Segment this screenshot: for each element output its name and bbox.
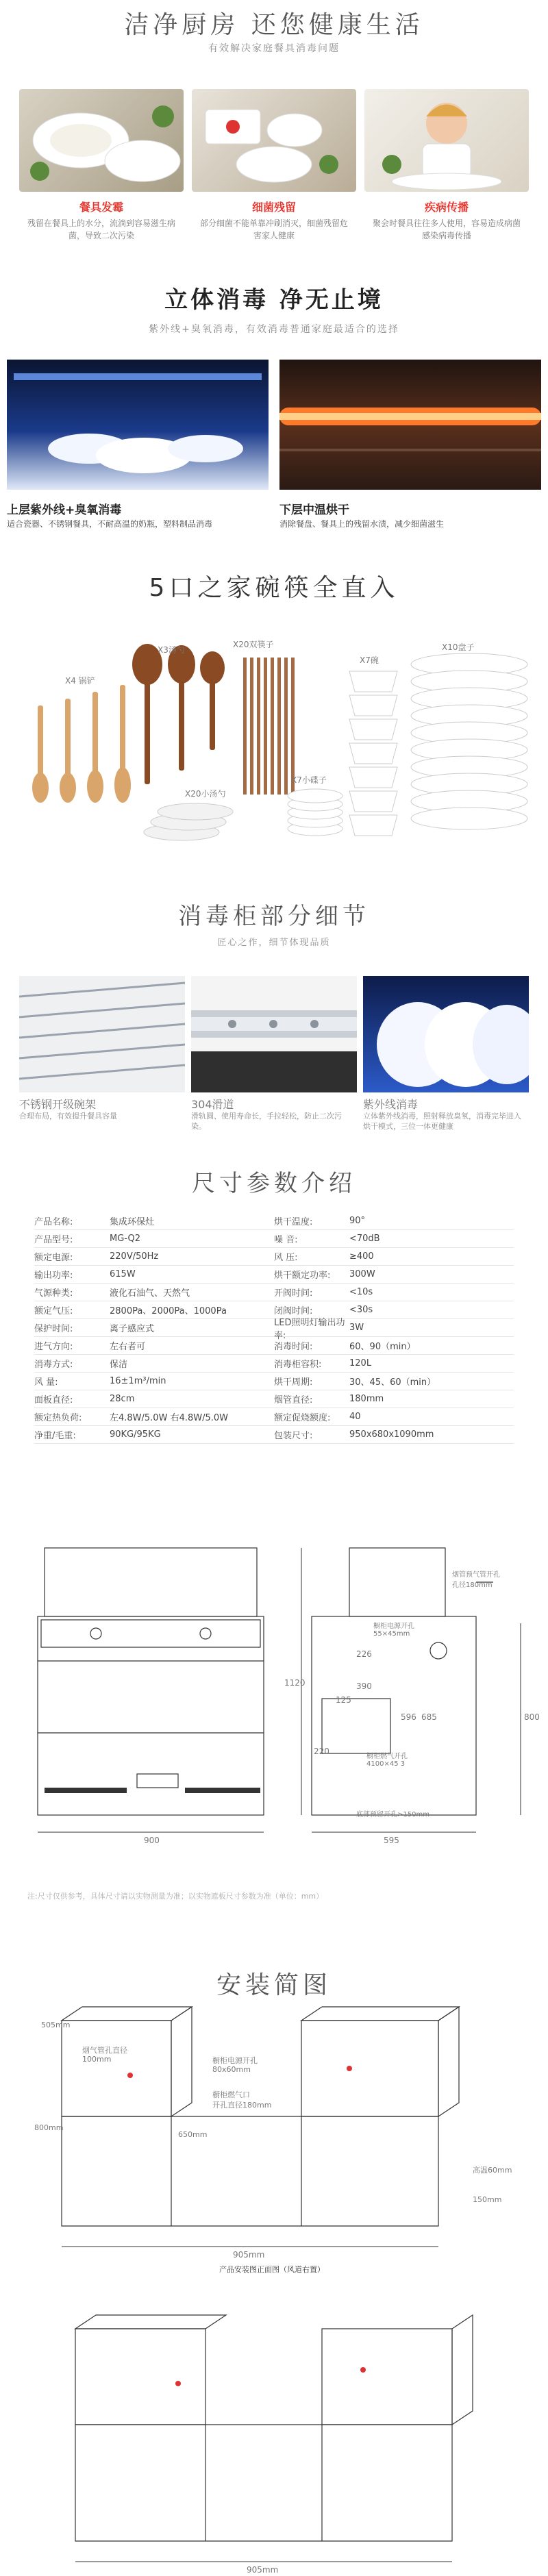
label-power: 橱柜电源开孔 bbox=[373, 1623, 414, 1630]
label-chopsticks: X20双筷子 bbox=[233, 640, 274, 649]
detail-desc: 立体紫外线消毒，照射释放臭氧，消毒完毕进入烘干模式，三位一体更健康 bbox=[363, 1112, 521, 1131]
spec-value: 28cm bbox=[110, 1394, 135, 1404]
dim-905: 905mm bbox=[233, 2250, 265, 2260]
spec-row bbox=[34, 1355, 514, 1373]
spec-cell bbox=[274, 1248, 514, 1265]
spec-cell bbox=[34, 1266, 274, 1283]
spec-cell bbox=[274, 1230, 514, 1247]
heater-illustration bbox=[279, 360, 541, 490]
spec-row bbox=[34, 1426, 514, 1444]
tableware-illustration bbox=[0, 623, 548, 870]
spec-key: 噪 音: bbox=[274, 1235, 298, 1245]
spec-cell bbox=[34, 1284, 274, 1301]
spec-value: 30、45、60（min） bbox=[349, 1377, 436, 1388]
label-power-hole: 橱柜电源开孔 bbox=[212, 2056, 258, 2065]
spec-row bbox=[34, 1317, 514, 1341]
label-plate: X10盘子 bbox=[442, 642, 475, 652]
install-caption: 产品安装图正面图（风道右置） bbox=[219, 2265, 325, 2274]
spec-cell bbox=[274, 1212, 514, 1229]
spec-row bbox=[34, 1284, 514, 1301]
spec-cell bbox=[274, 1426, 514, 1443]
slide-rail-photo bbox=[191, 976, 357, 1092]
spec-row bbox=[34, 1337, 514, 1355]
label-bowl: X7碗 bbox=[360, 655, 379, 665]
card-desc: 部分细菌不能单靠冲刷消灭，细菌残留危害家人健康 bbox=[199, 218, 348, 240]
spec-row bbox=[34, 1212, 514, 1230]
plate-icon bbox=[411, 653, 527, 829]
spec-cell bbox=[34, 1212, 274, 1229]
dim-390: 390 bbox=[356, 1681, 372, 1691]
rail-illustration bbox=[191, 976, 357, 1092]
spec-key: 消毒柜容积: bbox=[274, 1360, 322, 1370]
spec-value: 2800Pa、2000Pa、1000Pa bbox=[110, 1306, 227, 1316]
label-gas: 橱柜燃气开孔 bbox=[366, 1753, 408, 1760]
spec-table bbox=[34, 1212, 514, 1444]
dimension-drawings bbox=[0, 1541, 548, 1925]
dim-800: 800mm bbox=[34, 2123, 64, 2132]
label-gas-hole-v: 开孔直径180mm bbox=[212, 2101, 272, 2110]
spec-value: 液化石油气、天然气 bbox=[110, 1288, 190, 1299]
dishes-illustration bbox=[19, 89, 184, 192]
card-disease bbox=[364, 89, 529, 242]
mold-dishes-photo bbox=[19, 89, 184, 192]
label-gas-hole: 橱柜燃气口 bbox=[212, 2090, 250, 2099]
spec-value: ≥400 bbox=[349, 1251, 374, 1262]
detail-title: 紫外线消毒 bbox=[363, 1098, 419, 1111]
installation-section bbox=[0, 1959, 548, 2575]
spec-value: 左右者可 bbox=[110, 1342, 146, 1352]
spec-cell bbox=[34, 1373, 274, 1390]
vent-slots bbox=[45, 1788, 260, 1793]
spec-row bbox=[34, 1390, 514, 1408]
spec-cell bbox=[34, 1230, 274, 1247]
spec-key: 额定促烧额度: bbox=[274, 1413, 331, 1423]
dim-226: 226 bbox=[356, 1649, 372, 1659]
dim-596: 596 bbox=[401, 1712, 416, 1722]
spec-cell bbox=[274, 1337, 514, 1354]
spec-key: 消毒时间: bbox=[274, 1342, 313, 1352]
spec-value: 左4.8W/5.0W 右4.8W/5.0W bbox=[110, 1413, 229, 1423]
spec-value: <30s bbox=[349, 1305, 373, 1315]
spec-row bbox=[34, 1230, 514, 1248]
chopsticks-icon bbox=[243, 658, 295, 795]
spec-key: 消毒方式: bbox=[34, 1360, 73, 1370]
dim-900: 900 bbox=[144, 1836, 160, 1845]
spec-cell bbox=[34, 1408, 274, 1425]
spec-value: MG-Q2 bbox=[110, 1234, 140, 1244]
spec-value: 120L bbox=[349, 1358, 372, 1368]
label-gas-d: 4100×45 3 bbox=[366, 1760, 406, 1768]
detail-title: 304滑道 bbox=[191, 1098, 234, 1111]
spec-row bbox=[34, 1408, 514, 1426]
label-spatula: X4 锅铲 bbox=[65, 676, 95, 686]
spec-value: 3W bbox=[349, 1323, 364, 1333]
spec-cell bbox=[274, 1355, 514, 1372]
spec-value: 集成环保灶 bbox=[110, 1217, 155, 1227]
lower-layer-desc: 消除餐盘、餐具上的残留水渍，减少细菌滋生 bbox=[279, 519, 445, 529]
dim-905-bottom: 905mm bbox=[247, 2565, 279, 2575]
spec-row bbox=[34, 1373, 514, 1390]
spec-key: 风 量: bbox=[34, 1377, 58, 1388]
spec-key: 产品名称: bbox=[34, 1217, 73, 1227]
spec-key: 闭阀时间: bbox=[274, 1306, 313, 1316]
spec-cell bbox=[34, 1337, 274, 1354]
spec-cell bbox=[34, 1319, 274, 1336]
rack-photo bbox=[19, 976, 185, 1092]
dim-685: 685 bbox=[421, 1712, 437, 1722]
disinfection-section bbox=[0, 240, 548, 541]
spec-key: 产品型号: bbox=[34, 1235, 73, 1245]
spec-cell bbox=[34, 1390, 274, 1408]
lower-layer-title: 下层中温烘干 bbox=[279, 503, 349, 517]
plates-uv-illustration bbox=[363, 976, 529, 1092]
spec-row bbox=[34, 1266, 514, 1284]
uv-cabinet-illustration bbox=[7, 360, 269, 490]
section-subtitle: 匠心之作，细节体现品质 bbox=[217, 938, 331, 948]
label-small-dish: X7小碟子 bbox=[291, 775, 327, 785]
spec-value: <10s bbox=[349, 1287, 373, 1297]
details-section bbox=[0, 884, 548, 1144]
label-exhaust-d: 孔径180mm bbox=[452, 1581, 493, 1589]
spec-key: 额定气压: bbox=[34, 1306, 73, 1316]
section-title: 洁净厨房 还您健康生活 bbox=[124, 11, 424, 39]
spec-cell bbox=[274, 1408, 514, 1425]
spec-key: LED照明灯输出功率: bbox=[274, 1317, 345, 1341]
card-title: 餐具发霉 bbox=[79, 201, 123, 214]
spec-key: 进气方向: bbox=[34, 1342, 73, 1352]
spec-cell bbox=[274, 1284, 514, 1301]
uv-detail-photo bbox=[363, 976, 529, 1092]
spec-value: 90KG/95KG bbox=[110, 1429, 161, 1440]
problem-cards bbox=[19, 89, 529, 242]
child-illustration bbox=[364, 89, 529, 192]
spec-key: 风 压: bbox=[274, 1253, 298, 1263]
spec-cell bbox=[34, 1426, 274, 1443]
dim-1120: 1120 bbox=[284, 1678, 306, 1688]
upper-layer-desc: 适合瓷器、不锈钢餐具，不耐高温的奶瓶，塑料制品消毒 bbox=[7, 519, 213, 529]
spec-key: 净重/毛重: bbox=[34, 1431, 76, 1441]
heat-drying-photo bbox=[279, 360, 541, 490]
label-small-spoon: X20小汤勺 bbox=[185, 789, 226, 799]
section-title: 安装简图 bbox=[216, 1971, 332, 1999]
dim-595: 595 bbox=[384, 1836, 399, 1845]
label-bottom-hole: 底部预留开孔>150mm bbox=[356, 1811, 429, 1818]
section-title: 5口之家碗筷全直入 bbox=[149, 574, 399, 602]
section-title: 立体消毒 净无止境 bbox=[164, 286, 384, 314]
label-exhaust-hole: 烟气管孔直径 bbox=[82, 2046, 127, 2055]
card-title: 细菌残留 bbox=[251, 201, 296, 214]
child-eating-photo bbox=[364, 89, 529, 192]
spec-row bbox=[34, 1248, 514, 1266]
ladle-icon bbox=[132, 644, 225, 784]
spec-value: 950x680x1090mm bbox=[349, 1429, 434, 1440]
dim-150: 150mm bbox=[473, 2195, 502, 2204]
rack-illustration bbox=[19, 976, 185, 1092]
bacteria-dishes-photo bbox=[192, 89, 356, 192]
dim-60: 高温60mm bbox=[473, 2166, 512, 2175]
spec-value: 90° bbox=[349, 1216, 366, 1226]
spec-cell bbox=[34, 1301, 274, 1318]
spec-value: 40 bbox=[349, 1412, 361, 1422]
card-mold bbox=[19, 89, 184, 242]
detail-desc: 合理布局，有效提升餐具容量 bbox=[19, 1112, 117, 1121]
dim-800: 800 bbox=[524, 1712, 540, 1722]
section-title: 消毒柜部分细节 bbox=[178, 903, 370, 930]
spec-key: 气源种类: bbox=[34, 1288, 73, 1299]
spec-value: <70dB bbox=[349, 1234, 380, 1244]
spec-value: 保洁 bbox=[110, 1360, 128, 1370]
spec-value: 16±1m³/min bbox=[110, 1376, 166, 1386]
spec-value: 300W bbox=[349, 1269, 375, 1279]
label-exhaust-hole-v: 100mm bbox=[82, 2055, 112, 2064]
spec-cell bbox=[274, 1373, 514, 1390]
spec-key: 额定电源: bbox=[34, 1253, 73, 1263]
capacity-section bbox=[0, 555, 548, 884]
dishes-illustration bbox=[192, 89, 356, 192]
spec-value: 离子感应式 bbox=[110, 1324, 155, 1334]
spec-cell bbox=[34, 1248, 274, 1265]
detail-title: 不锈钢开级碗架 bbox=[19, 1098, 97, 1111]
spec-key: 保护时间: bbox=[34, 1324, 73, 1334]
spec-cell bbox=[274, 1390, 514, 1408]
spec-key: 开阀时间: bbox=[274, 1288, 313, 1299]
card-title: 疾病传播 bbox=[424, 201, 469, 214]
spec-key: 烘干额定功率: bbox=[274, 1271, 331, 1281]
upper-layer-title: 上层紫外线+臭氧消毒 bbox=[7, 503, 122, 517]
spec-key: 烘干周期: bbox=[274, 1377, 313, 1388]
spatula-icon bbox=[32, 685, 131, 803]
card-desc: 残留在餐具上的水分，流淌到容易滋生病菌，导致二次污染 bbox=[27, 218, 175, 240]
section-subtitle: 紫外线+臭氧消毒，有效消毒普通家庭最适合的选择 bbox=[149, 324, 399, 335]
spec-key: 烘干温度: bbox=[274, 1217, 313, 1227]
label-power-size: 55×45mm bbox=[373, 1630, 410, 1638]
dim-505: 505mm bbox=[41, 2021, 71, 2029]
detail-desc: 滑轨圆、使用寿命长，手拉轻松，防止二次污染。 bbox=[191, 1112, 342, 1131]
spec-key: 包装尺寸: bbox=[274, 1431, 313, 1441]
spec-cell bbox=[34, 1355, 274, 1372]
drawing-note: 注:尺寸仅供参考，具体尺寸请以实物测量为准；以实物遮板尺寸参数为准（单位：mm） bbox=[27, 1892, 324, 1901]
bowl-icon bbox=[349, 671, 397, 836]
spec-cell bbox=[274, 1317, 514, 1341]
dim-125: 125 bbox=[336, 1695, 351, 1705]
installation-drawing bbox=[0, 2000, 548, 2575]
dim-220: 220 bbox=[314, 1747, 329, 1756]
dim-650: 650mm bbox=[178, 2130, 208, 2139]
spec-key: 烟管直径: bbox=[274, 1395, 313, 1405]
spec-cell bbox=[274, 1266, 514, 1283]
label-soup-ladle: X3汤勺 bbox=[158, 645, 185, 655]
uv-ozone-photo bbox=[7, 360, 269, 490]
spec-value: 220V/50Hz bbox=[110, 1251, 159, 1262]
spec-key: 输出功率: bbox=[34, 1271, 73, 1281]
technical-drawing bbox=[0, 1541, 548, 1890]
label-power-hole-v: 80x60mm bbox=[212, 2065, 251, 2074]
spec-value: 180mm bbox=[349, 1394, 384, 1404]
label-exhaust: 烟管预气管开孔 bbox=[452, 1571, 500, 1579]
clean-kitchen-section bbox=[0, 0, 548, 240]
spec-key: 面板直径: bbox=[34, 1395, 73, 1405]
spec-value: 60、90（min） bbox=[349, 1342, 416, 1352]
card-desc: 聚会时餐具往往多人使用，容易造成病菌感染病毒传播 bbox=[372, 218, 521, 240]
section-subtitle: 有效解决家庭餐具消毒问题 bbox=[208, 43, 340, 54]
card-bacteria bbox=[192, 89, 356, 242]
spec-section bbox=[0, 1137, 548, 1562]
small-spoon-icon bbox=[144, 803, 233, 840]
section-title: 尺寸参数介绍 bbox=[192, 1170, 356, 1197]
spec-value: 615W bbox=[110, 1269, 136, 1279]
spec-key: 额定热负荷: bbox=[34, 1413, 82, 1423]
small-dish-icon bbox=[288, 789, 342, 836]
